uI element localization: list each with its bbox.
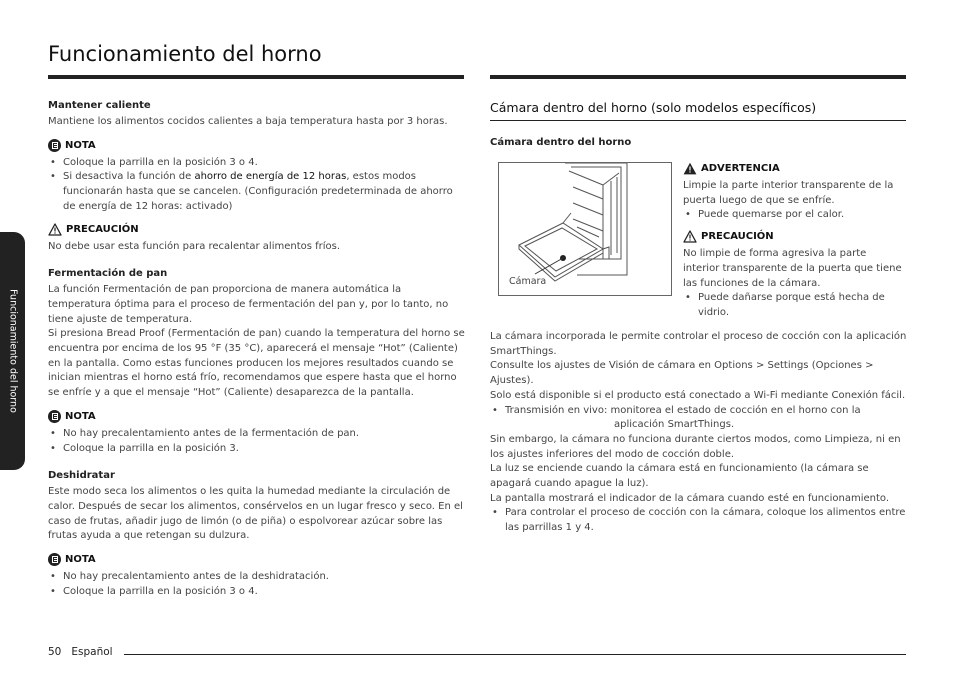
camera-caution-bullet: • Puede dañarse porque está hecha de vidrio. (683, 291, 905, 320)
warning-icon (683, 162, 697, 175)
camera-body-1: La cámara incorporada le permite controlar el proceso de cocción con la aplicación SmartThings. (490, 331, 907, 357)
warning-label (683, 162, 905, 175)
list-item (490, 404, 908, 433)
page-title: Funcionamiento del horno (48, 42, 322, 66)
camera-safety-notes (683, 162, 905, 321)
left-column (48, 100, 466, 599)
side-chapter-tab (0, 232, 25, 470)
keep-warm-caution-text: No debe usar esta función para recalentar alimentos fríos. (48, 240, 341, 252)
caution-label-text: PRECAUCIÓN (66, 223, 139, 235)
note-label-text: NOTA (65, 410, 96, 422)
warning-label-text: ADVERTENCIA (701, 163, 780, 174)
note-icon (48, 553, 61, 566)
section-title-underline (490, 120, 906, 121)
keep-warm-heading: Mantener caliente (48, 100, 151, 111)
list-item: • Coloque la parrilla en la posición 3 o 4. (48, 585, 466, 600)
bread-proof-text-2: Si presiona Bread Proof (Fermentación de pan) cuando la temperatura del horno se encuentra por encima de los 95 °F (35 °C), aparecerá el mensaje “Hot” (Caliente) en la pantalla. Como estas funciones producen los mejores resultados cuando se inician mientras el horno está frío, recomendamos que espere hasta que el horno se enfríe y a que el mensaje “Hot” (Caliente) desaparezca de la pantalla. (48, 328, 465, 399)
bread-proof-notes (48, 427, 466, 456)
warning-text: Limpie la parte interior transparente de la puerta luego de que se enfríe. (683, 180, 894, 206)
oven-camera-figure (498, 162, 672, 296)
camera-body-2: Consulte los ajustes de Visión de cámara en Options > Settings (Opciones > Ajustes). (490, 360, 874, 387)
caution-icon (48, 223, 62, 236)
keep-warm-text: Mantiene los alimentos cocidos calientes a baja temperatura hasta por 3 horas. (48, 116, 448, 127)
footer-language: Español (71, 646, 113, 658)
camera-caution-label (683, 230, 905, 243)
page-number: 50 (48, 646, 62, 658)
note-icon (48, 139, 61, 152)
bread-proof-heading: Fermentación de pan (48, 268, 168, 280)
camera-body-6: La pantalla mostrará el indicador de la cámara cuando esté en funcionamiento. (490, 492, 889, 504)
list-item (48, 170, 466, 214)
dehydrate-text: Este modo seca los alimentos o les quita la humedad mediante la circulación de calor. Después de secar los alimentos, consérvelos en un lugar fresco y seco. En el caso de frutas, añadir jugo de limón (o de piña) o espolvorear azúcar sobre las frutas ayuda a que retengan su dulzura. (48, 486, 463, 542)
camera-figure-label: Cámara (509, 276, 547, 287)
list-item: • Coloque la parrilla en la posición 3. (48, 442, 466, 457)
dehydrate-note-label (48, 553, 466, 566)
camera-body-5: La luz se enciende cuando la cámara está en funcionamiento (la cámara se apagará cuando apague la luz). (490, 463, 869, 490)
page-footer (48, 646, 113, 658)
bread-proof-note-label (48, 410, 466, 423)
note-label-text: NOTA (65, 554, 96, 566)
list-item: • Para controlar el proceso de cocción con la cámara, coloque los alimentos entre las parrillas 1 y 4. (490, 506, 908, 535)
camera-section-title: Cámara dentro del horno (solo modelos específicos) (490, 100, 817, 115)
side-chapter-tab-label: Funcionamiento del horno (7, 289, 18, 413)
caution-icon (683, 230, 697, 243)
list-item: • No hay precalentamiento antes de la fermentación de pan. (48, 427, 466, 442)
camera-body-3: Solo está disponible si el producto está conectado a Wi-Fi mediante Conexión fácil. (490, 389, 906, 401)
list-item-text: Si desactiva la función de (63, 171, 195, 183)
live-stream-bullet-a: • Transmisión en vivo: monitorea el estado de cocción en el horno con la (505, 404, 861, 416)
energy-saving-term: ahorro de energía de 12 horas (194, 171, 347, 183)
right-title-rule (490, 75, 906, 79)
left-title-rule (48, 75, 464, 79)
note-label-text: NOTA (65, 139, 96, 151)
dehydrate-heading: Deshidratar (48, 470, 115, 482)
list-item-text: , estos modos funcionarán hasta que se cancelen. (Configuración predeterminada de ahorro de energía de 12 horas: activado) (63, 171, 453, 212)
keep-warm-caution-label (48, 223, 466, 236)
warning-bullet: • Puede quemarse por el calor. (683, 208, 905, 223)
list-item: • No hay precalentamiento antes de la deshidratación. (48, 570, 466, 585)
note-icon (48, 410, 61, 423)
list-item: • Coloque la parrilla en la posición 3 o 4. (48, 156, 466, 171)
camera-caution-text: No limpie de forma agresiva la parte interior transparente de la puerta que tiene las funciones de la cámara. (683, 248, 902, 289)
camera-body (490, 330, 908, 536)
keep-warm-note-label (48, 139, 466, 152)
footer-rule (124, 654, 906, 655)
camera-sub-heading: Cámara dentro del horno (490, 137, 632, 148)
live-stream-bullet-b: aplicación SmartThings. (614, 419, 735, 431)
bread-proof-text-1: La función Fermentación de pan proporciona de manera automática la temperatura óptima para el proceso de fermentación del pan y, por lo tanto, no tiene ajuste de temperatura. (48, 284, 449, 325)
camera-body-4: Sin embargo, la cámara no funciona durante ciertos modos, como Limpieza, ni en los ajustes inferiores del modo de cocción doble. (490, 433, 901, 460)
dehydrate-notes (48, 570, 466, 599)
keep-warm-notes (48, 156, 466, 215)
caution-label-text: PRECAUCIÓN (701, 231, 774, 243)
